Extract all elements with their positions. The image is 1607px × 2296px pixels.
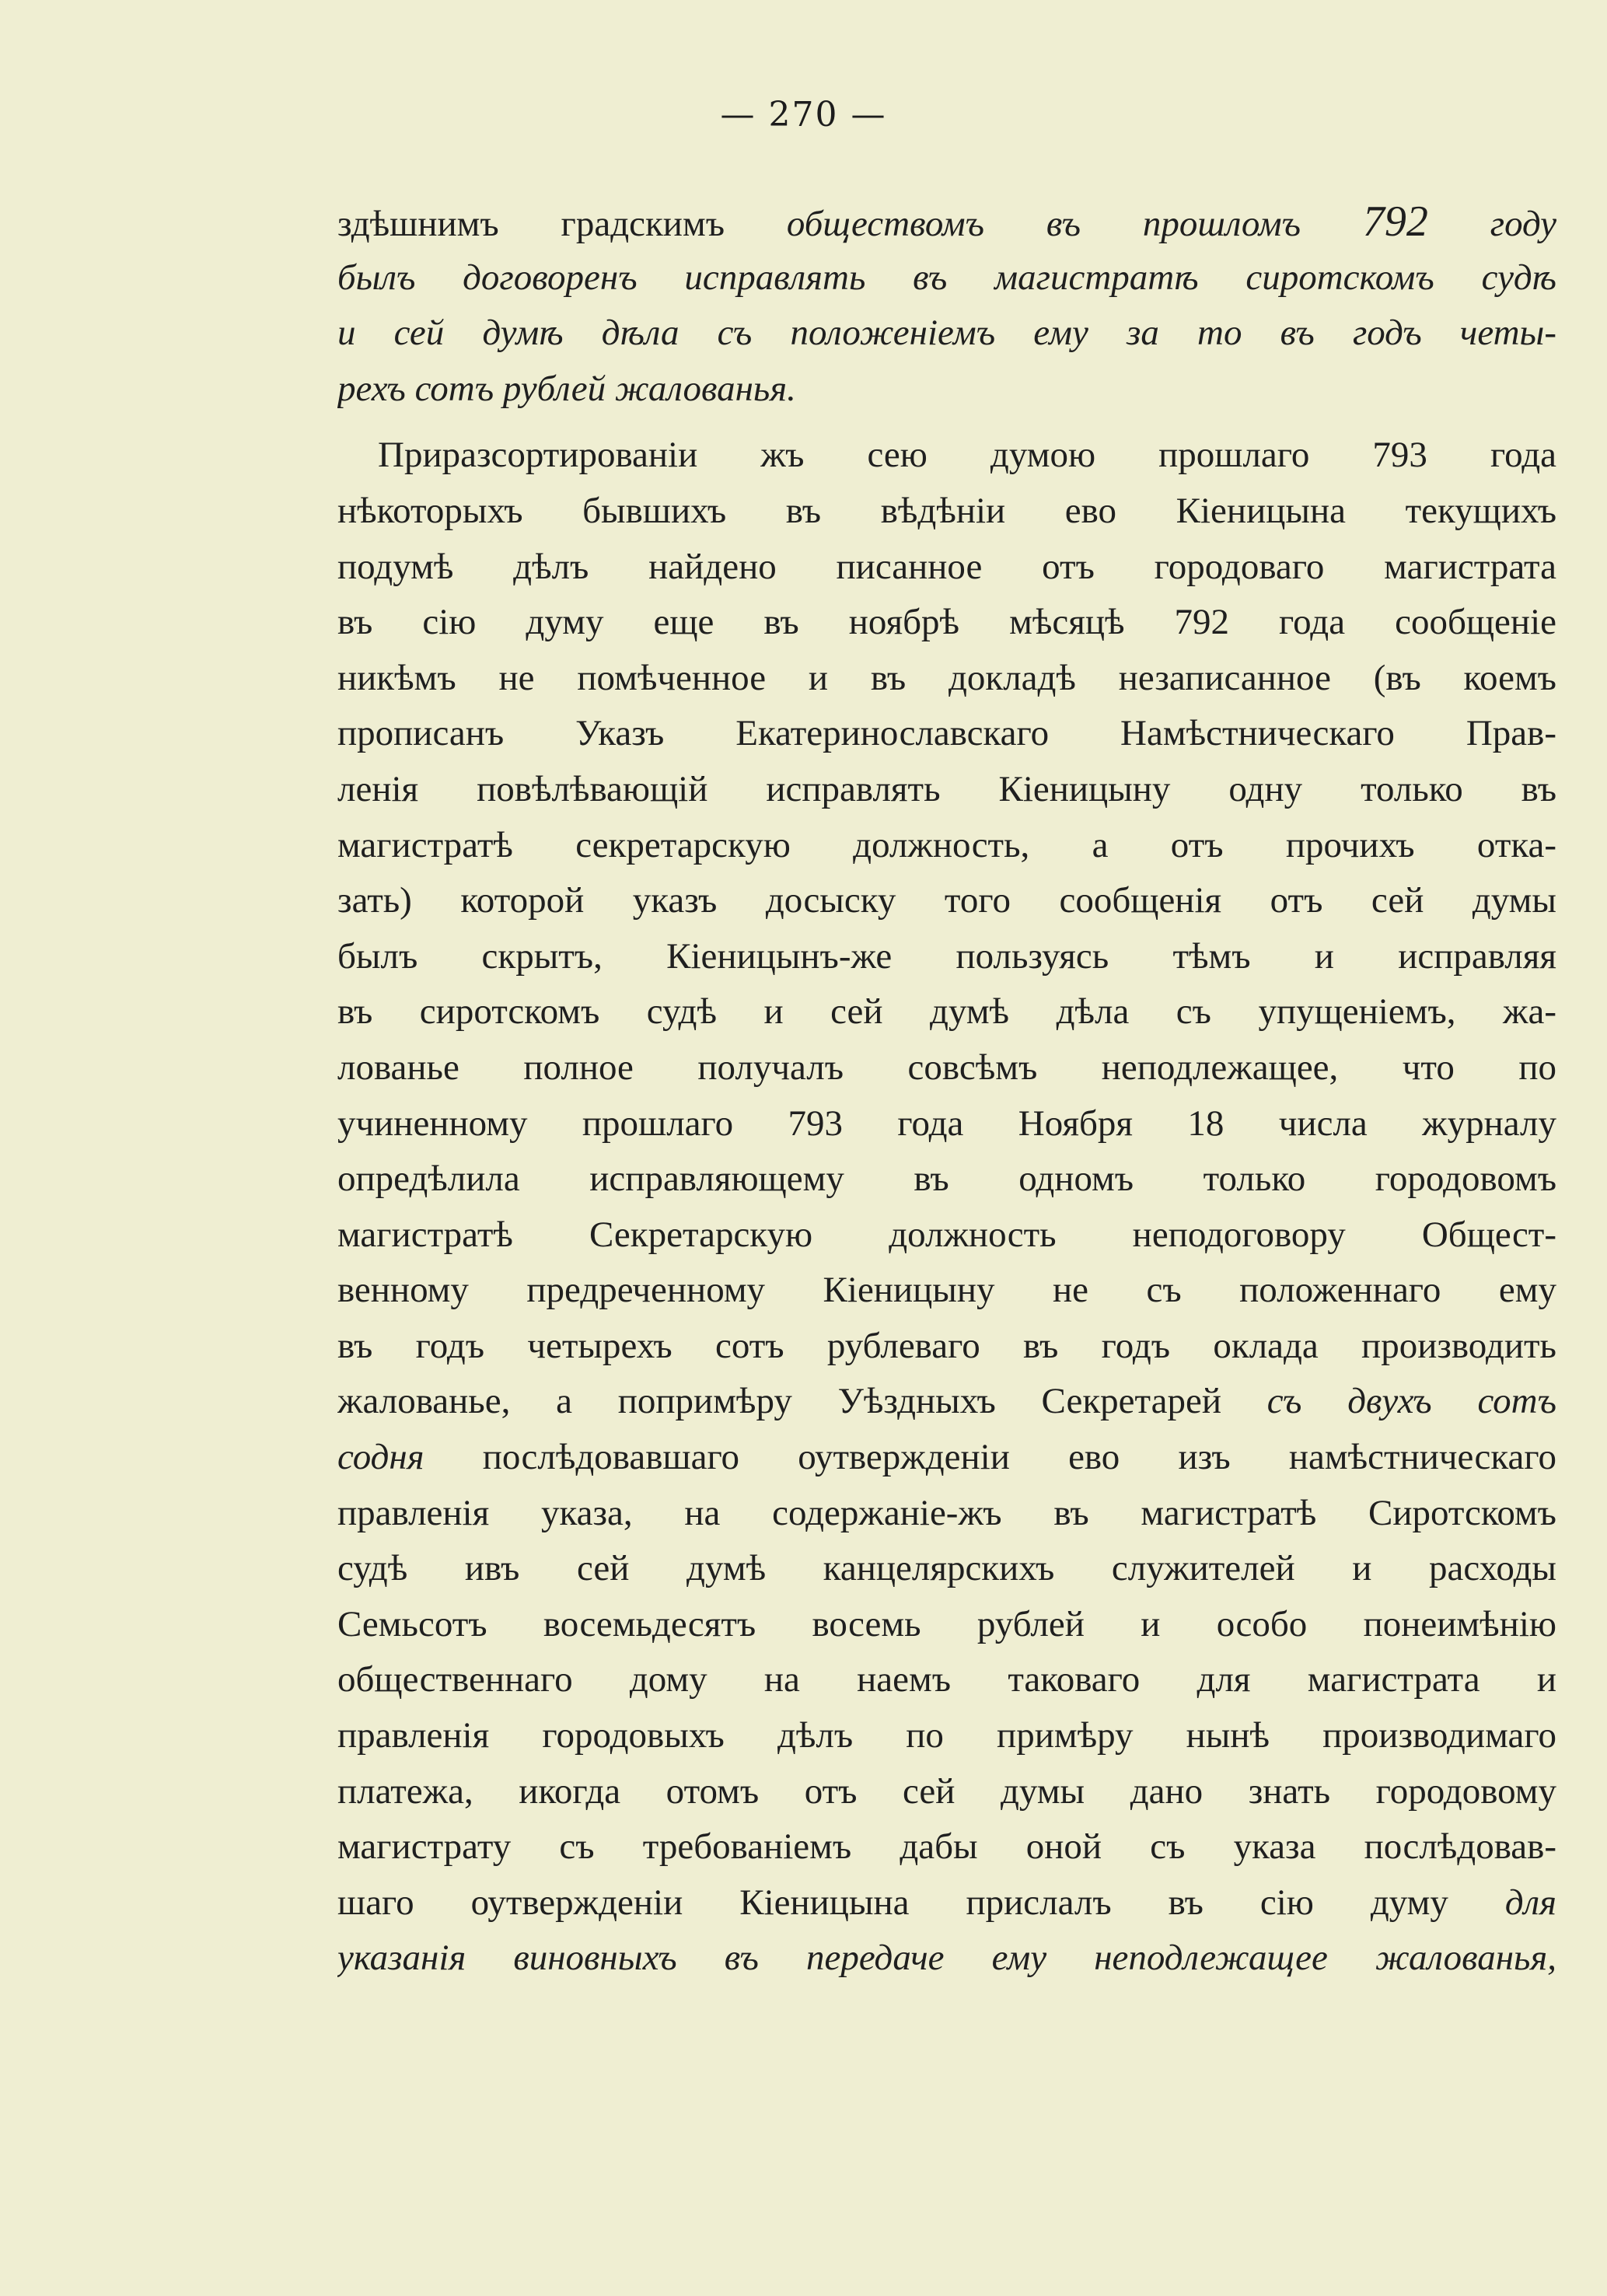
paragraph-gap xyxy=(337,417,1556,428)
text-line: нѣкоторыхъ бывшихъ въ вѣдѣніи ево Кіеницына текущихъ xyxy=(337,490,1556,531)
text-line: указанія виновныхъ въ передаче ему неподлежащее жалованья, xyxy=(337,1938,1556,1979)
text-line: опредѣлила исправляющему въ одномъ только городовомъ xyxy=(337,1158,1556,1200)
text-segment: шаго оутвержденіи Кіеницына прислалъ въ сію думу xyxy=(337,1882,1505,1923)
text-line: учиненному прошлаго 793 года Ноября 18 числа журналу xyxy=(337,1103,1556,1144)
italic-segment: для xyxy=(1504,1882,1556,1923)
italic-segment: содня xyxy=(337,1437,424,1478)
text-line: зать) которой указъ досыску того сообщенія отъ сей думы xyxy=(337,880,1556,921)
text-segment: здѣшнимъ градскимъ xyxy=(337,204,787,244)
italic-segment: обществомъ въ прошломъ xyxy=(786,204,1363,244)
text-line: венному предреченному Кіеницыну не съ положеннаго ему xyxy=(337,1270,1556,1311)
text-line: никѣмъ не помѣченное и въ докладѣ незаписанное (въ коемъ xyxy=(337,657,1556,698)
text-segment: жалованье, а попримѣру Уѣздныхъ Секретарей xyxy=(337,1381,1267,1422)
text-line: судѣ ивъ сей думѣ канцелярскихъ служителей и расходы xyxy=(337,1548,1556,1589)
text-line: рехъ сотъ рублей жалованья. xyxy=(337,368,796,409)
text-line: правленія указа, на содержаніе-жъ въ магистратѣ Сиротскомъ xyxy=(337,1492,1556,1533)
text-line: былъ договоренъ исправлять въ магистратѣ сиротскомъ судѣ xyxy=(337,257,1556,298)
text-line: общественнаго дому на наемъ таковаго для магистрата и xyxy=(337,1659,1556,1700)
text-line xyxy=(337,1374,1556,1430)
text-line: лованье полное получалъ совсѣмъ неподлежащее, что по xyxy=(337,1047,1556,1088)
text-line: въ сиротскомъ судѣ и сей думѣ дѣла съ упущеніемъ, жа- xyxy=(337,991,1556,1033)
text-line: магистратѣ секретарскую должность, а отъ прочихъ отка- xyxy=(337,824,1556,865)
text-segment: послѣдовавшаго оутвержденіи ево изъ намѣстническаго xyxy=(424,1437,1556,1478)
italic-segment: съ двухъ сотъ xyxy=(1266,1381,1556,1422)
text-line: магистрату съ требованіемъ дабы оной съ указа послѣдовав- xyxy=(337,1826,1556,1868)
text-line: платежа, икогда отомъ отъ сей думы дано знать городовому xyxy=(337,1770,1556,1812)
text-line: прописанъ Указъ Екатеринославскаго Намѣстническаго Прав- xyxy=(337,713,1556,754)
text-line: въ сію думу еще въ ноябрѣ мѣсяцѣ 792 года сообщеніе xyxy=(337,602,1556,643)
text-line: Приразсортированіи жъ сею думою прошлаго 793 года xyxy=(378,435,1556,476)
text-line xyxy=(337,1875,1556,1931)
italic-year: 792 xyxy=(1362,197,1428,246)
text-line: правленія городовыхъ дѣлъ по примѣру нынѣ производимаго xyxy=(337,1715,1556,1756)
text-line: и сей думѣ дѣла съ положеніемъ ему за то въ годъ четы- xyxy=(337,313,1556,354)
body-text xyxy=(337,194,1556,1987)
text-line: ленія повѣлѣвающій исправлять Кіеницыну одну только въ xyxy=(337,768,1556,809)
text-line: Семьсотъ восемьдесятъ восемь рублей и особо понеимѣнію xyxy=(337,1603,1556,1644)
text-line: въ годъ четырехъ сотъ рублеваго въ годъ оклада производить xyxy=(337,1325,1556,1366)
text-line xyxy=(337,1430,1556,1486)
text-line: подумѣ дѣлъ найдено писанное отъ городоваго магистрата xyxy=(337,546,1556,587)
text-line xyxy=(337,194,1556,250)
text-line: былъ скрытъ, Кіеницынъ-же пользуясь тѣмъ и исправляя xyxy=(337,935,1556,977)
page-number: — 270 — xyxy=(720,95,887,135)
text-line: магистратѣ Секретарскую должность неподоговору Общест- xyxy=(337,1214,1556,1255)
italic-segment: году xyxy=(1427,204,1556,244)
